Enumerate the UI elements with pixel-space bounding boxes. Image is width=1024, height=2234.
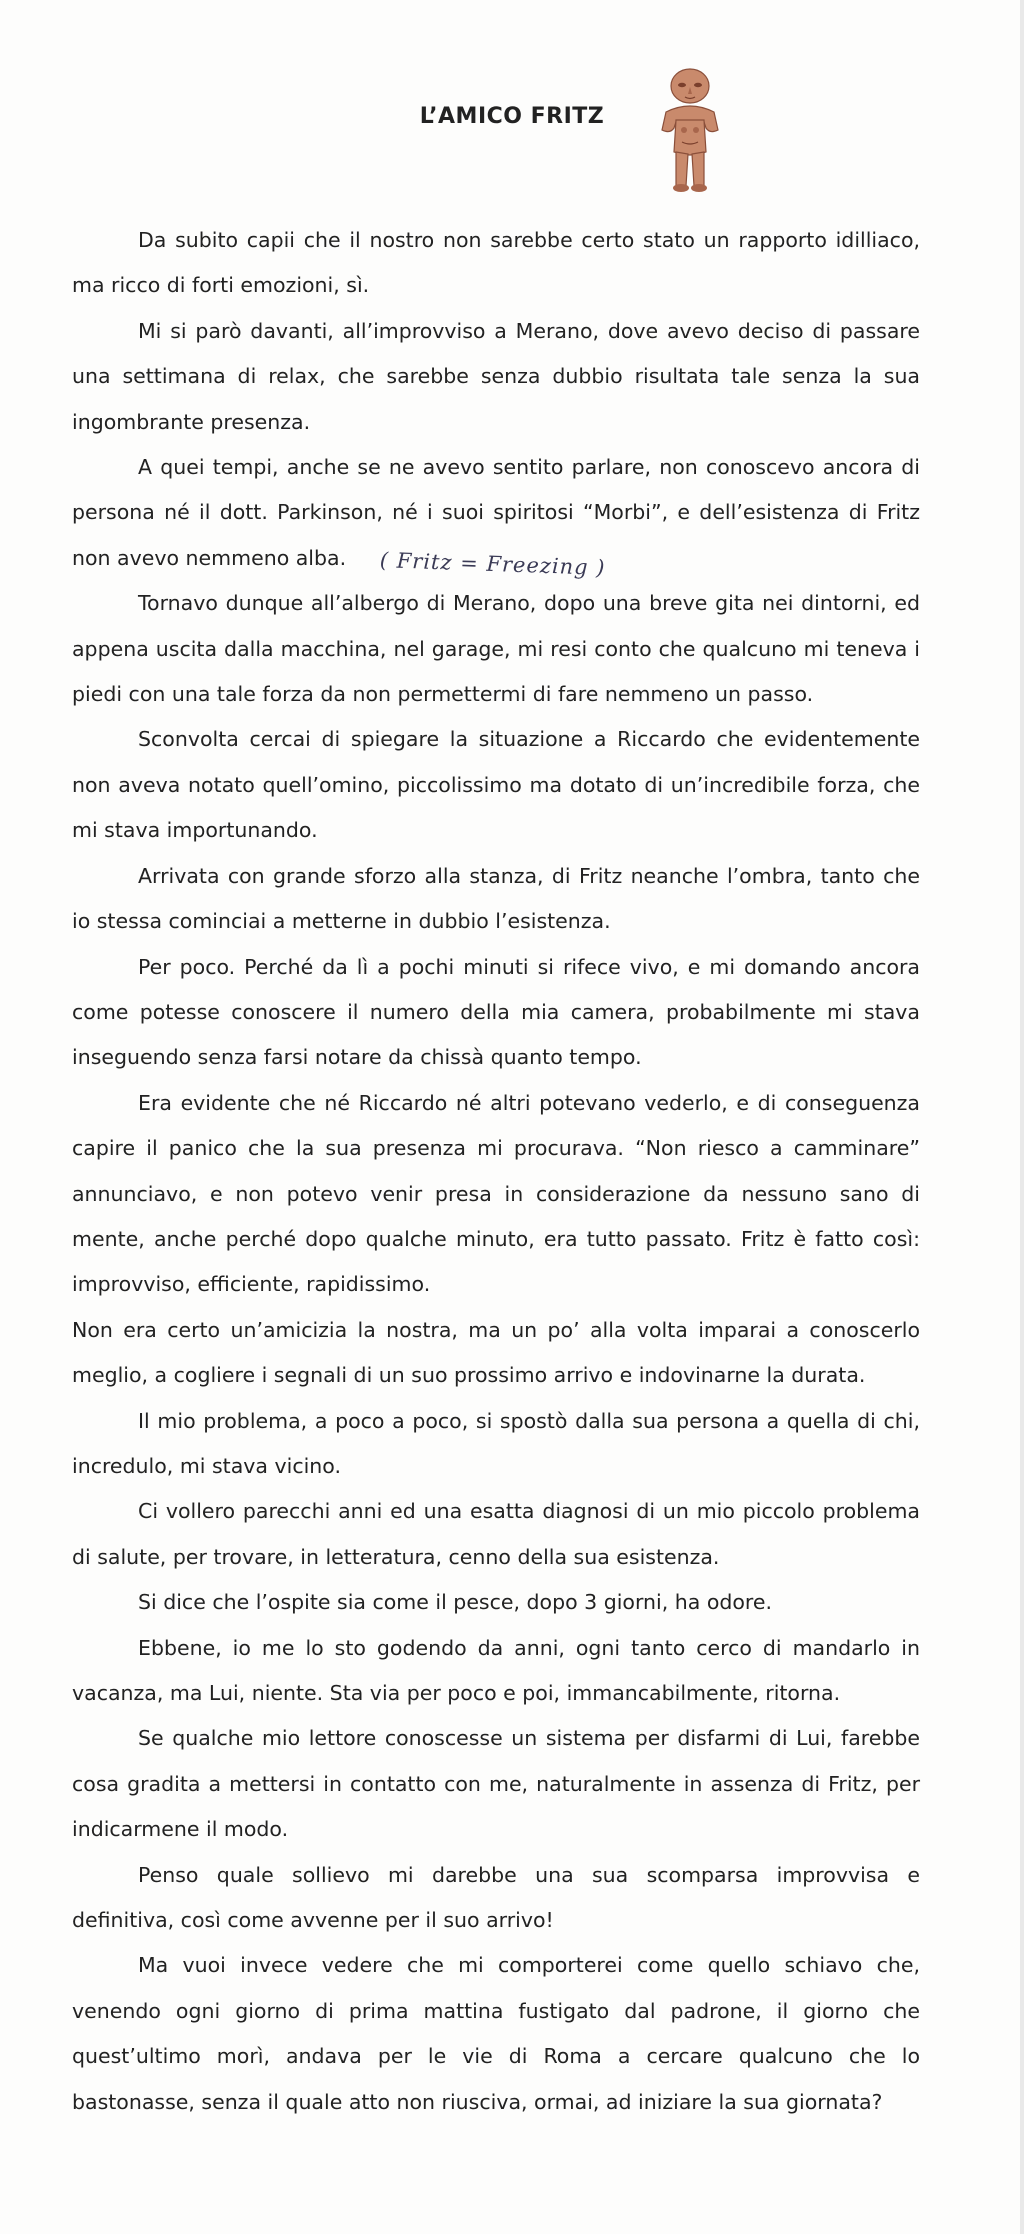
paragraph-text: A quei tempi, anche se ne avevo sentito parlare, non conoscevo ancora di persona né il dott. Parkinson, né i suoi spiritosi “Morbi”, e dell’esistenza di Fritz non avevo nemmeno alba. xyxy=(72,455,920,570)
paragraph: Arrivata con grande sforzo alla stanza, di Fritz neanche l’ombra, tanto che io stessa cominciai a metterne in dubbio l’esistenza. xyxy=(72,863,920,934)
paragraph: Ci vollero parecchi anni ed una esatta diagnosi di un mio piccolo problema di salute, per trovare, in letteratura, cenno della sua esistenza. xyxy=(72,1499,920,1569)
paragraph: Era evidente che né Riccardo né altri potevano vederlo, e di conseguenza capire il panico che la sua presenza mi procurava. “Non riesco a camminare” annunciavo, e non potevo venir presa in considerazione da nessuno sano di mente, anche perché dopo qualche minuto, era tutto passato. Fritz è fatto così: improvviso, efficiente, rapidissimo. xyxy=(72,1090,920,1297)
paragraph xyxy=(72,445,920,581)
paragraph: Ebbene, io me lo sto godendo da anni, ogni tanto cerco di mandarlo in vacanza, ma Lui, niente. Sta via per poco e poi, immancabilmente, ritorna. xyxy=(72,1635,920,1705)
paragraph: Penso quale sollievo mi darebbe una sua scomparsa improvvisa e definitiva, così come avvenne per il suo arrivo! xyxy=(72,1862,920,1933)
paragraph: Per poco. Perché da lì a pochi minuti si rifece vivo, e mi domando ancora come potesse conoscere il numero della mia camera, probabilmente mi stava inseguendo senza farsi notare da chissà quanto tempo. xyxy=(72,954,920,1070)
paragraph: Mi si parò davanti, all’improvviso a Merano, dove avevo deciso di passare una settimana di relax, che sarebbe senza dubbio risultata tale senza la sua ingombrante presenza. xyxy=(72,318,920,434)
idol-figurine-icon xyxy=(648,64,732,194)
handwritten-note: ( Fritz = Freezing ) xyxy=(379,547,607,580)
paragraph: Se qualche mio lettore conoscesse un sistema per disfarmi di Lui, farebbe cosa gradita a mettersi in contatto con me, naturalmente in assenza di Fritz, per indicarmene il modo. xyxy=(72,1726,920,1842)
paragraph: Il mio problema, a poco a poco, si spostò dalla sua persona a quella di chi, incredulo, mi stava vicino. xyxy=(72,1408,920,1478)
paragraph: Non era certo un’amicizia la nostra, ma un po’ alla volta imparai a conoscerlo meglio, a cogliere i segnali di un suo prossimo arrivo e indovinarne la durata. xyxy=(72,1317,920,1388)
paragraph: Tornavo dunque all’albergo di Merano, dopo una breve gita nei dintorni, ed appena uscita dalla macchina, nel garage, mi resi conto che qualcuno mi teneva i piedi con una tale forza da non permettermi di fare nemmeno un passo. xyxy=(72,591,920,707)
paragraph: Si dice che l’ospite sia come il pesce, dopo 3 giorni, ha odore. xyxy=(138,1590,773,1615)
document-body xyxy=(72,218,920,2125)
document-title: L’AMICO FRITZ xyxy=(419,104,605,129)
scan-edge xyxy=(1020,0,1024,2234)
paragraph: Ma vuoi invece vedere che mi comporterei come quello schiavo che, venendo ogni giorno di prima mattina fustigato dal padrone, il giorno che quest’ultimo morì, andava per le vie di Roma a cercare qualcuno che lo bastonasse, senza il quale atto non riusciva, ormai, ad iniziare la sua giornata? xyxy=(72,1953,920,2114)
paragraph: Sconvolta cercai di spiegare la situazione a Riccardo che evidentemente non aveva notato quell’omino, piccolissimo ma dotato di un’incredibile forza, che mi stava importunando. xyxy=(72,727,920,843)
paragraph: Da subito capii che il nostro non sarebbe certo stato un rapporto idilliaco, ma ricco di forti emozioni, sì. xyxy=(72,228,920,298)
